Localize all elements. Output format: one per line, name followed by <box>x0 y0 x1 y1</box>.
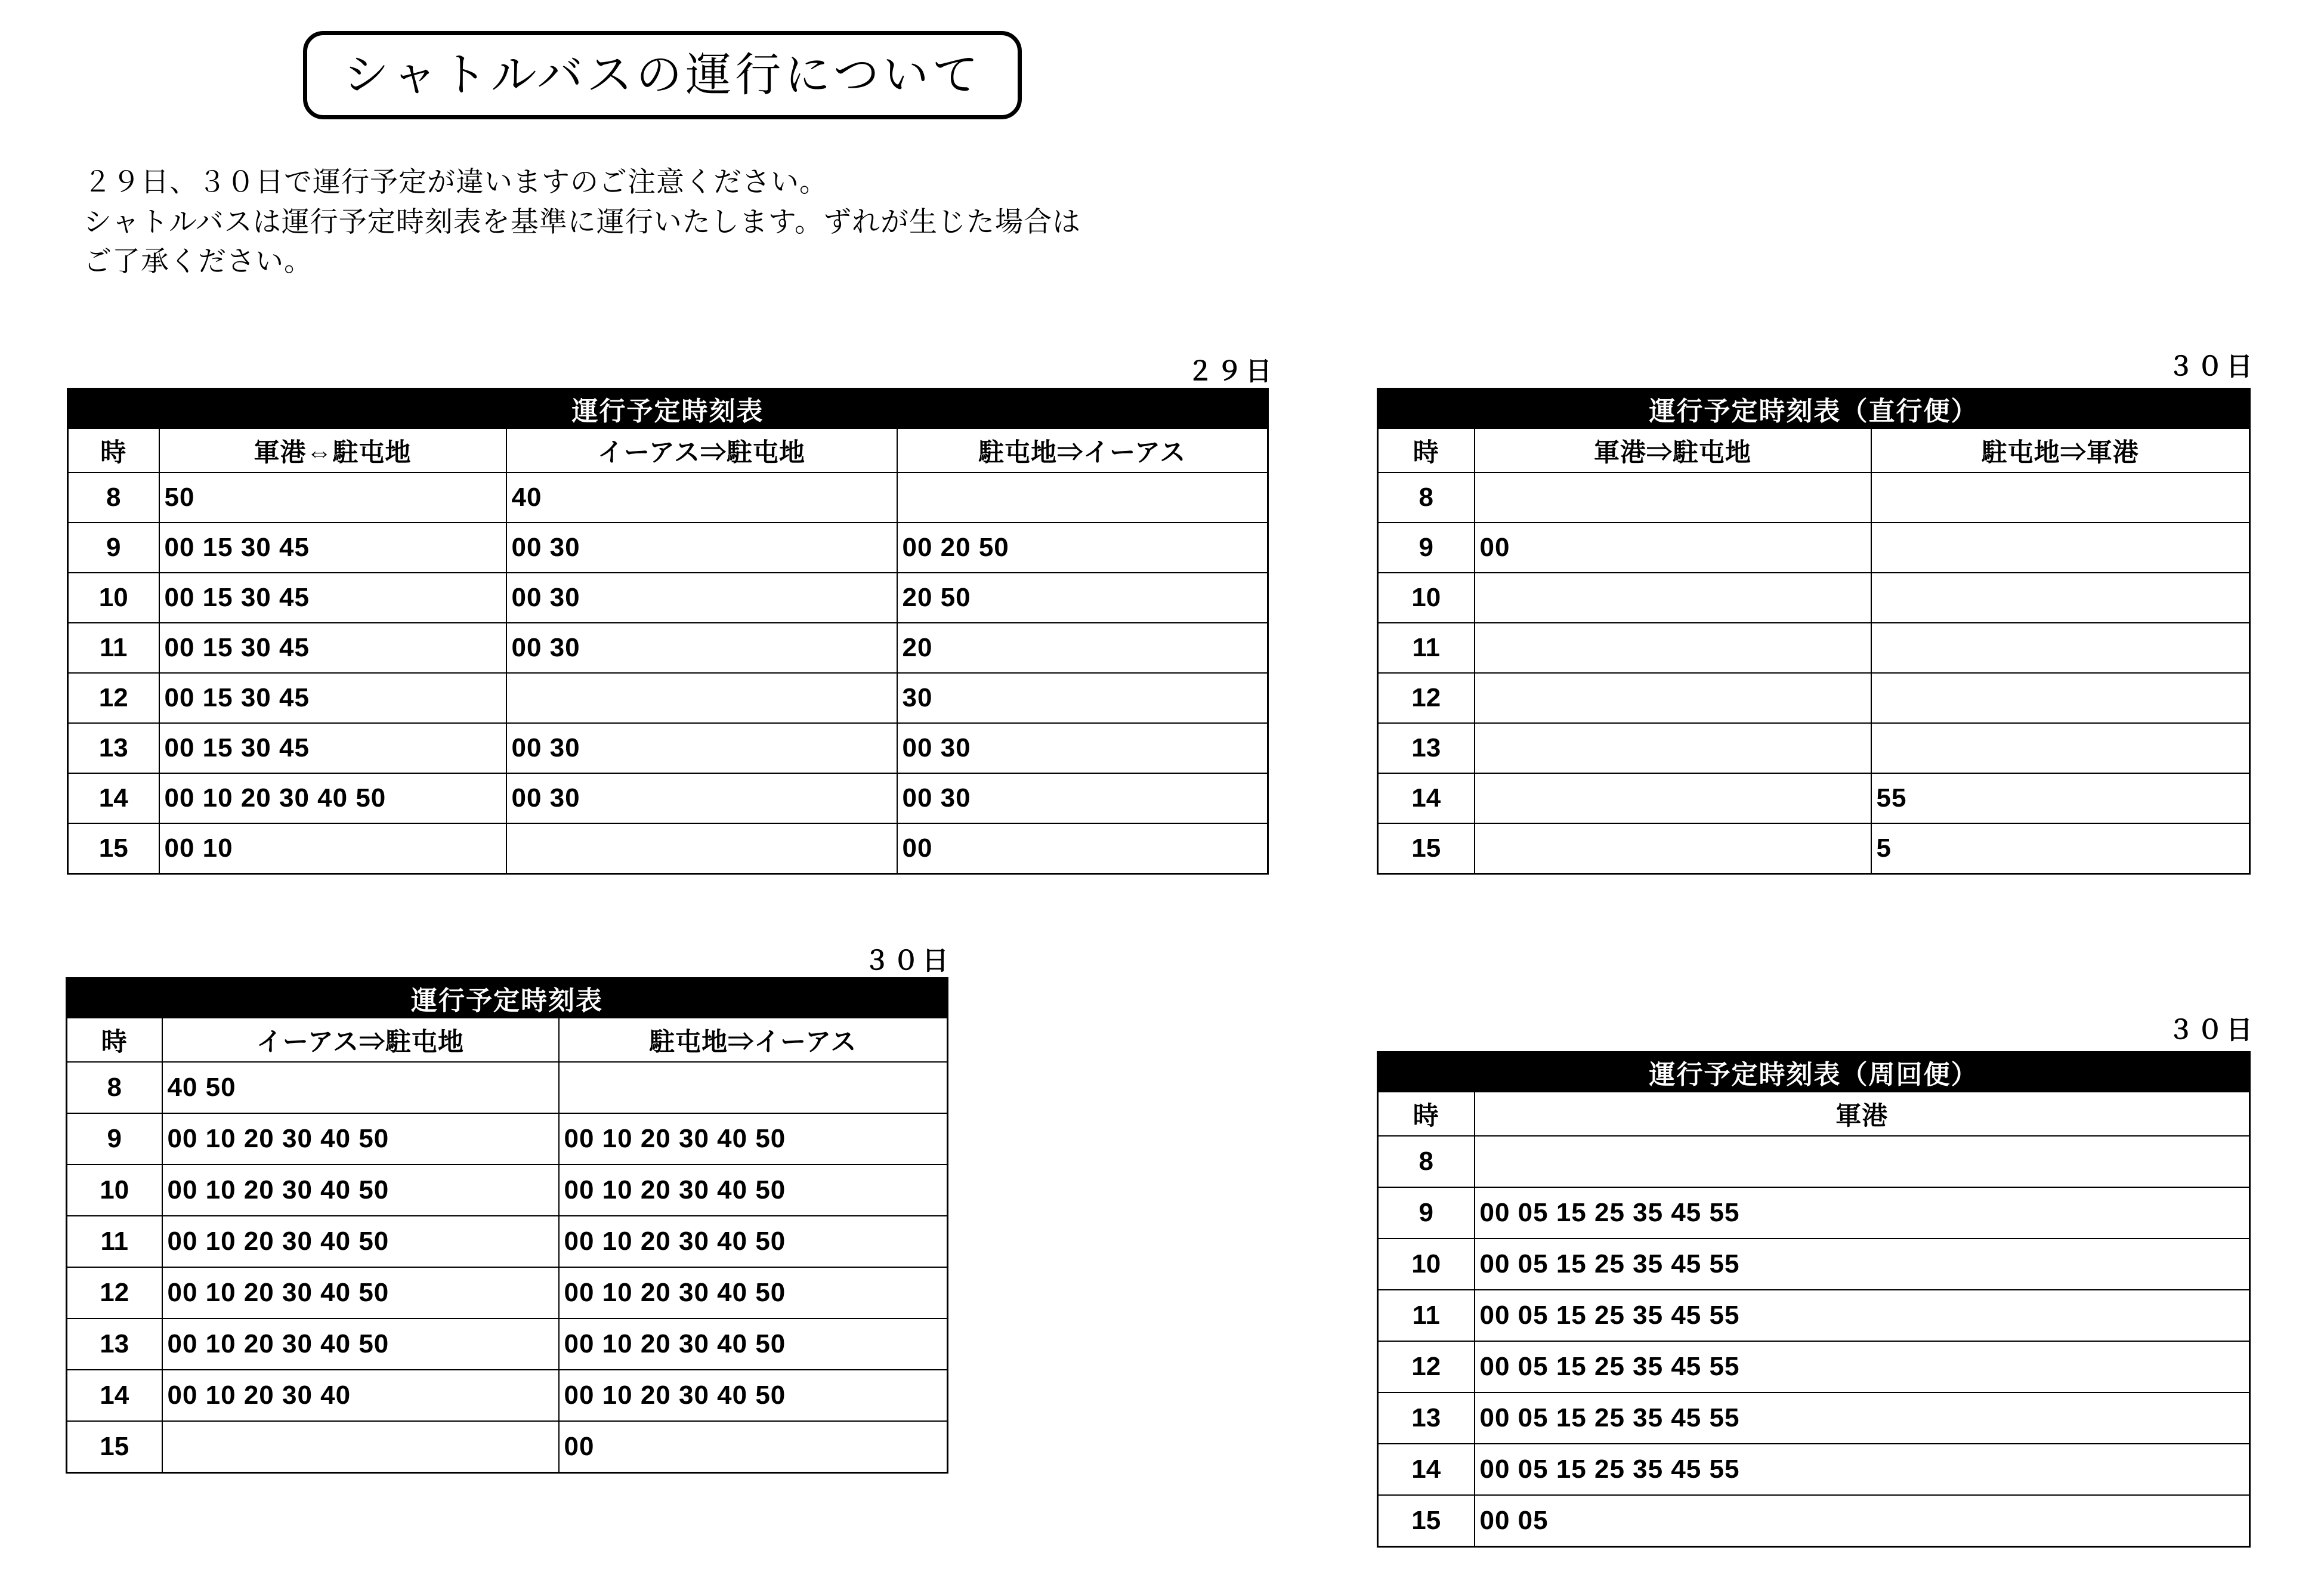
hour-cell: 15 <box>67 1421 162 1473</box>
time-cell: 00 10 20 30 40 50 <box>159 773 506 823</box>
intro-paragraph <box>84 162 1455 282</box>
table-30-direct-col-2: 駐屯地⇒軍港 <box>1871 428 2250 472</box>
table-30-loop-col-hour: 時 <box>1378 1092 1475 1136</box>
hour-cell: 8 <box>1378 1136 1475 1187</box>
hour-cell: 11 <box>68 623 159 673</box>
time-cell: 00 15 30 45 <box>159 573 506 623</box>
table-row <box>67 1062 948 1113</box>
table-29-col-2: イーアス⇒駐屯地 <box>506 428 897 472</box>
table-row <box>67 1165 948 1216</box>
hour-cell: 12 <box>1378 1341 1475 1392</box>
table-row <box>67 1421 948 1473</box>
time-cell <box>1475 723 1871 773</box>
table-30-direct-col-1: 軍港⇒駐屯地 <box>1475 428 1871 472</box>
table-row <box>1378 673 2250 723</box>
time-cell: 00 10 20 30 40 <box>162 1370 559 1421</box>
time-cell: 00 10 <box>159 823 506 874</box>
hour-cell: 13 <box>1378 723 1475 773</box>
table-row <box>1378 523 2250 573</box>
time-cell: 00 <box>559 1421 948 1473</box>
time-cell <box>1871 573 2250 623</box>
hour-cell: 8 <box>1378 472 1475 523</box>
time-cell: 00 05 15 25 35 45 55 <box>1475 1444 2250 1495</box>
time-cell: 00 20 50 <box>897 523 1268 573</box>
table-30-loop-header-row <box>1378 1092 2250 1136</box>
table-29-col-hour: 時 <box>68 428 159 472</box>
time-cell: 00 10 20 30 40 50 <box>162 1267 559 1318</box>
hour-cell: 13 <box>67 1318 162 1370</box>
time-cell: 00 10 20 30 40 50 <box>162 1113 559 1165</box>
table-30-eeas-banner-row <box>67 978 948 1018</box>
time-cell: 00 30 <box>897 723 1268 773</box>
time-cell: 00 15 30 45 <box>159 523 506 573</box>
table-30-direct-header-row <box>1378 428 2250 472</box>
hour-cell: 11 <box>67 1216 162 1267</box>
table-row <box>1378 1187 2250 1239</box>
table-29-header-row <box>68 428 1268 472</box>
table-row <box>1378 573 2250 623</box>
hour-cell: 10 <box>1378 573 1475 623</box>
time-cell: 20 <box>897 623 1268 673</box>
table-row <box>1378 1444 2250 1495</box>
hour-cell: 14 <box>1378 773 1475 823</box>
table-30-direct-banner: 運行予定時刻表（直行便） <box>1378 389 2250 429</box>
table-row <box>1378 823 2250 874</box>
table-row <box>68 523 1268 573</box>
table-29-col-3: 駐屯地⇒イーアス <box>897 428 1268 472</box>
table-30-eeas-col-hour: 時 <box>67 1018 162 1062</box>
time-cell: 5 <box>1871 823 2250 874</box>
time-cell: 00 15 30 45 <box>159 723 506 773</box>
table-row <box>67 1113 948 1165</box>
hour-cell: 9 <box>67 1113 162 1165</box>
time-cell: 00 05 <box>1475 1495 2250 1547</box>
table-row <box>1378 472 2250 523</box>
time-cell: 00 15 30 45 <box>159 623 506 673</box>
time-cell <box>1871 723 2250 773</box>
table-row <box>68 673 1268 723</box>
time-cell: 00 10 20 30 40 50 <box>559 1216 948 1267</box>
time-cell: 00 10 20 30 40 50 <box>559 1165 948 1216</box>
hour-cell: 12 <box>1378 673 1475 723</box>
time-cell <box>1475 623 1871 673</box>
time-cell <box>162 1421 559 1473</box>
hour-cell: 12 <box>67 1267 162 1318</box>
hour-cell: 11 <box>1378 623 1475 673</box>
table-row <box>1378 773 2250 823</box>
hour-cell: 8 <box>67 1062 162 1113</box>
table-row <box>1378 1136 2250 1187</box>
table-row <box>1378 1495 2250 1547</box>
hour-cell: 14 <box>68 773 159 823</box>
time-cell: 00 30 <box>506 623 897 673</box>
page-title-box <box>303 31 1022 119</box>
intro-line-3: ご了承ください。 <box>84 245 313 277</box>
hour-cell: 14 <box>1378 1444 1475 1495</box>
hour-cell: 8 <box>68 472 159 523</box>
timetable-30-direct <box>1377 388 2251 875</box>
time-cell: 00 10 20 30 40 50 <box>162 1165 559 1216</box>
time-cell: 40 <box>506 472 897 523</box>
table-30-eeas-header-row <box>67 1018 948 1062</box>
time-cell: 00 05 15 25 35 45 55 <box>1475 1290 2250 1341</box>
table-30-loop-banner-row <box>1378 1052 2250 1092</box>
table-row <box>67 1318 948 1370</box>
table-row <box>1378 1341 2250 1392</box>
time-cell: 00 30 <box>897 773 1268 823</box>
time-cell: 00 10 20 30 40 50 <box>162 1216 559 1267</box>
table-row <box>1378 623 2250 673</box>
time-cell: 00 10 20 30 40 50 <box>559 1370 948 1421</box>
time-cell: 00 10 20 30 40 50 <box>559 1318 948 1370</box>
time-cell: 00 30 <box>506 773 897 823</box>
time-cell <box>506 673 897 723</box>
table-row <box>68 472 1268 523</box>
table-row <box>68 773 1268 823</box>
time-cell <box>897 472 1268 523</box>
hour-cell: 10 <box>67 1165 162 1216</box>
day-label-30-loop: ３０日 <box>2168 1015 2255 1045</box>
time-cell: 00 05 15 25 35 45 55 <box>1475 1239 2250 1290</box>
time-cell: 00 30 <box>506 723 897 773</box>
table-row <box>1378 1290 2250 1341</box>
timetable-30-eeas <box>66 977 948 1474</box>
time-cell: 20 50 <box>897 573 1268 623</box>
hour-cell: 9 <box>68 523 159 573</box>
timetable-29 <box>67 388 1269 875</box>
intro-line-2: シャトルバスは運行予定時刻表を基準に運行いたします。ずれが生じた場合は <box>84 205 1081 237</box>
time-cell: 00 05 15 25 35 45 55 <box>1475 1187 2250 1239</box>
hour-cell: 15 <box>1378 823 1475 874</box>
time-cell: 00 05 15 25 35 45 55 <box>1475 1392 2250 1444</box>
time-cell: 00 10 20 30 40 50 <box>559 1267 948 1318</box>
table-row <box>67 1267 948 1318</box>
table-30-eeas-col-1: イーアス⇒駐屯地 <box>162 1018 559 1062</box>
time-cell <box>1475 573 1871 623</box>
time-cell <box>1871 623 2250 673</box>
table-30-direct-banner-row <box>1378 389 2250 429</box>
table-row <box>68 823 1268 874</box>
hour-cell: 13 <box>1378 1392 1475 1444</box>
table-30-direct-col-hour: 時 <box>1378 428 1475 472</box>
hour-cell: 13 <box>68 723 159 773</box>
time-cell: 00 10 20 30 40 50 <box>162 1318 559 1370</box>
time-cell <box>1475 1136 2250 1187</box>
table-29-banner: 運行予定時刻表 <box>68 389 1268 429</box>
hour-cell: 10 <box>1378 1239 1475 1290</box>
hour-cell: 14 <box>67 1370 162 1421</box>
time-cell <box>1475 823 1871 874</box>
time-cell: 50 <box>159 472 506 523</box>
table-30-eeas-col-2: 駐屯地⇒イーアス <box>559 1018 948 1062</box>
page-title: シャトルバスの運行について <box>343 49 982 101</box>
table-row <box>68 573 1268 623</box>
time-cell <box>1871 523 2250 573</box>
table-row <box>1378 1392 2250 1444</box>
time-cell <box>559 1062 948 1113</box>
time-cell: 00 <box>897 823 1268 874</box>
time-cell: 00 30 <box>506 573 897 623</box>
hour-cell: 15 <box>1378 1495 1475 1547</box>
time-cell: 00 30 <box>506 523 897 573</box>
time-cell <box>1475 472 1871 523</box>
day-label-30-direct: ３０日 <box>2168 352 2255 381</box>
table-30-loop-col-1: 軍港 <box>1475 1092 2250 1136</box>
time-cell: 55 <box>1871 773 2250 823</box>
table-row <box>1378 723 2250 773</box>
day-label-30-eeas: ３０日 <box>864 946 951 975</box>
hour-cell: 9 <box>1378 1187 1475 1239</box>
hour-cell: 11 <box>1378 1290 1475 1341</box>
time-cell: 00 15 30 45 <box>159 673 506 723</box>
time-cell <box>1475 673 1871 723</box>
time-cell: 30 <box>897 673 1268 723</box>
time-cell <box>1871 472 2250 523</box>
hour-cell: 15 <box>68 823 159 874</box>
table-29-banner-row <box>68 389 1268 429</box>
table-30-loop-banner: 運行予定時刻表（周回便） <box>1378 1052 2250 1092</box>
intro-line-1: ２９日、３０日で運行予定が違いますのご注意ください。 <box>84 166 828 197</box>
table-row <box>68 723 1268 773</box>
table-30-eeas-banner: 運行予定時刻表 <box>67 978 948 1018</box>
hour-cell: 12 <box>68 673 159 723</box>
time-cell <box>506 823 897 874</box>
time-cell: 40 50 <box>162 1062 559 1113</box>
table-row <box>67 1370 948 1421</box>
table-row <box>1378 1239 2250 1290</box>
hour-cell: 9 <box>1378 523 1475 573</box>
table-29-col-1: 軍港⇔駐屯地 <box>159 428 506 472</box>
table-row <box>67 1216 948 1267</box>
time-cell: 00 05 15 25 35 45 55 <box>1475 1341 2250 1392</box>
time-cell <box>1871 673 2250 723</box>
day-label-29: ２９日 <box>1187 357 1275 386</box>
time-cell: 00 10 20 30 40 50 <box>559 1113 948 1165</box>
time-cell <box>1475 773 1871 823</box>
timetable-30-loop <box>1377 1051 2251 1548</box>
table-row <box>68 623 1268 673</box>
hour-cell: 10 <box>68 573 159 623</box>
time-cell: 00 <box>1475 523 1871 573</box>
